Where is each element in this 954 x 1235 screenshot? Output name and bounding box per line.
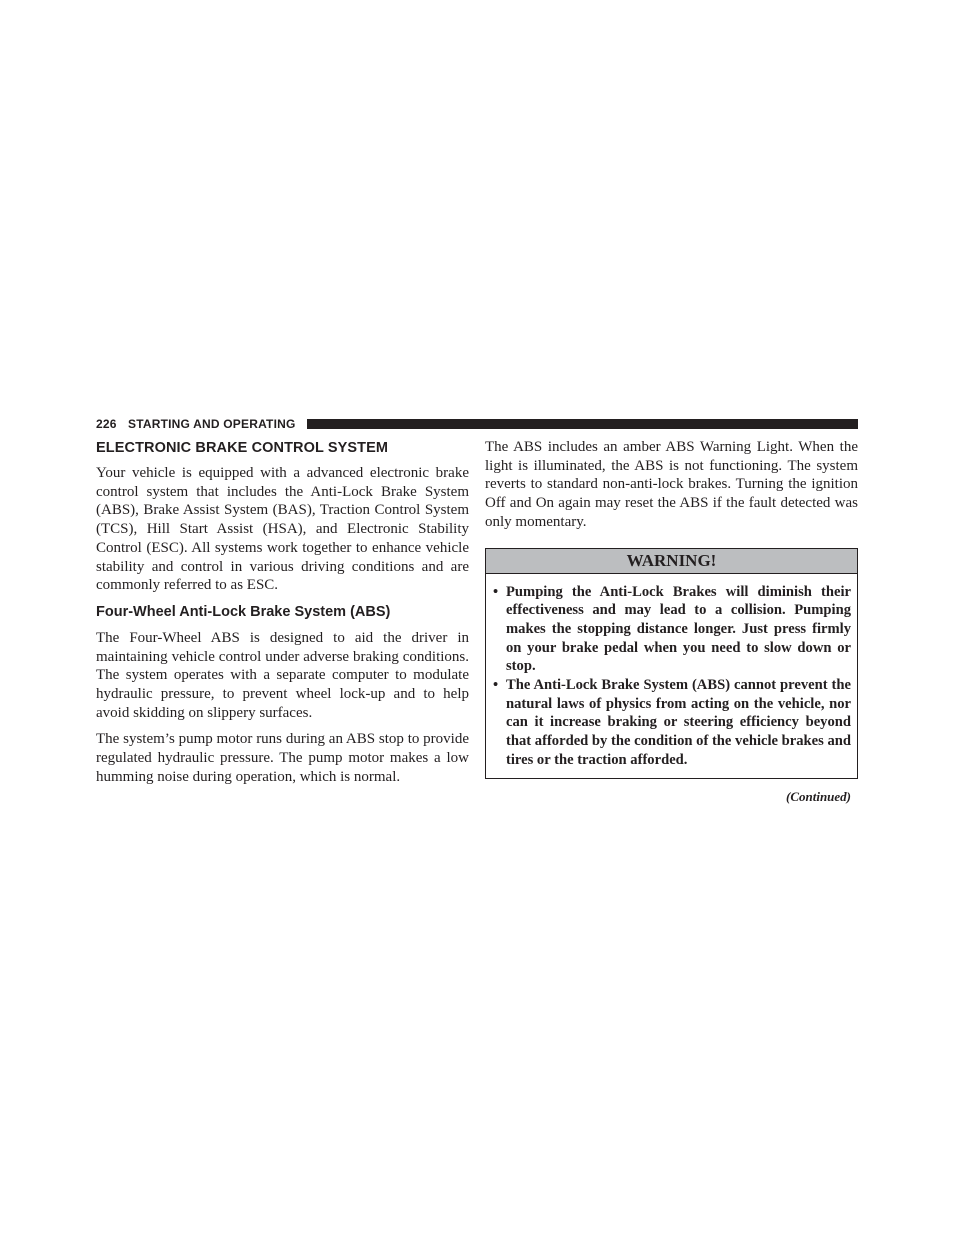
bullet-icon: • [493,677,499,694]
warning-title: WARNING! [486,549,857,574]
intro-paragraph: Your vehicle is equipped with a advanced electronic brake control system that includes the Anti-Lock Brake System (ABS), Brake Assist System (BAS), Traction Control System (TCS), Hill Start Assist (HSA), and Electronic Stability Control (ESC). All systems work together to enhance vehicle stability and control in various driving conditions and are commonly referred to as ESC. [96,465,469,594]
warning-box [485,548,858,779]
left-column [96,438,469,795]
page-header [96,417,858,431]
abs-paragraph: The Four-Wheel ABS is designed to aid the driver in maintaining vehicle control under adverse braking conditions. The system operates with a separate computer to modulate hydraulic pressure, to prevent wheel lock-up and to help avoid skidding on slippery surfaces. [96,629,469,721]
warning-item-text: Pumping the Anti-Lock Brakes will diminish their effectiveness and may lead to a collision. Pumping makes the stopping distance longer. Just press firmly on your brake pedal when you need to slow down or stop. [506,583,851,675]
subsection-heading: Four-Wheel Anti-Lock Brake System (ABS) [96,603,391,620]
warning-light-paragraph: The ABS includes an amber ABS Warning Light. When the light is illuminated, the ABS is not functioning. The system reverts to standard non-anti-lock brakes. Turning the ignition Off and On again may reset the ABS if the fault detected was only momentary. [485,439,858,530]
section-heading: ELECTRONIC BRAKE CONTROL SYSTEM [96,440,389,456]
page-number: 226 [96,417,117,431]
continued-note: (Continued) [785,788,851,804]
right-column [485,438,858,805]
warning-item [493,583,851,677]
section-title: STARTING AND OPERATING [128,417,296,431]
warning-list [486,574,857,778]
pump-motor-paragraph: The system’s pump motor runs during an ABS stop to provide regulated hydraulic pressure. The pump motor makes a low humming noise during operation, which is normal. [96,731,469,785]
header-rule [307,419,858,429]
bullet-icon: • [493,583,499,600]
warning-item [493,676,851,770]
warning-item-text: The Anti-Lock Brake System (ABS) cannot prevent the natural laws of physics from acting on the vehicle, nor can it increase braking or steering efficiency beyond that afforded by the condition of the vehicle brakes and tires or the traction afforded. [506,677,851,768]
